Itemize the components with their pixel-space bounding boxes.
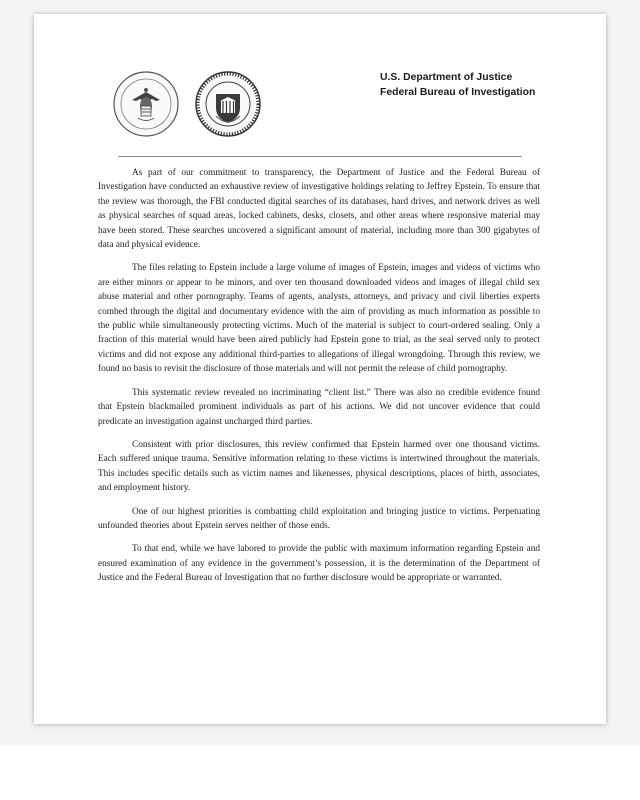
paragraph: To that end, while we have labored to provide the public with maximum information regarding Epstein and ensured examination of any evidence in the government’s possession, it is the determination of the Department of Justice and the Federal Bureau of Investigation that no further disclosure would be appropriate or warranted. — [98, 544, 540, 584]
doj-seal-icon — [112, 70, 180, 138]
paragraph: Consistent with prior disclosures, this review confirmed that Epstein harmed over one thousand victims. Each suffered unique trauma. Sensitive information relating to these victims is intertwined throughout the materials. This includes specific details such as victim names and likenesses, physical descriptions, places of birth, associates, and employment history. — [98, 439, 540, 494]
document-body — [98, 166, 540, 595]
letterhead-bureau: Federal Bureau of Investigation — [380, 87, 536, 98]
paragraph: One of our highest priorities is combatting child exploitation and bringing justice to victims. Perpetuating unfounded theories about Epstein serves neither of those ends. — [98, 506, 540, 531]
header-divider — [118, 156, 522, 157]
letterhead-department: U.S. Department of Justice — [380, 72, 513, 83]
paragraph: This systematic review revealed no incriminating “client list.” There was also no credible evidence found that Epstein blackmailed prominent individuals as part of his actions. We did not uncover evidence that could predicate an investigation against uncharged third parties. — [98, 387, 540, 427]
letterhead — [380, 70, 535, 100]
fbi-seal-icon — [194, 70, 262, 138]
viewer-lower-area — [0, 745, 640, 800]
document-page — [34, 14, 606, 724]
paragraph: As part of our commitment to transparency, the Department of Justice and the Federal Bureau of Investigation have conducted an exhaustive review of investigative holdings relating to Jeffrey Epstein. To ensure that the review was thorough, the FBI conducted digital searches of its databases, hard drives, and network drives as well as physical searches of squad areas, locked cabinets, desks, closets, and other areas where responsive material may have been stored. These searches uncovered a significant amount of material, including more than 300 gigabytes of data and physical evidence. — [98, 168, 540, 251]
paragraph: The files relating to Epstein include a large volume of images of Epstein, images and videos of victims who are either minors or appear to be minors, and over ten thousand downloaded videos and images of illegal child sex abuse material and other pornography. Teams of agents, analysts, attorneys, and privacy and civil liberties experts combed through the digital and documentary evidence with the aim of providing as much information as possible to the public while simultaneously protecting victims. Much of the material is subject to court-ordered sealing. Only a fraction of this material would have been aired publicly had Epstein gone to trial, as the seal served only to protect victims and did not expose any additional third-parties to allegations of illegal wrongdoing. Through this review, we found no basis to revisit the disclosure of those materials and will not permit the release of child pornography. — [98, 263, 540, 375]
